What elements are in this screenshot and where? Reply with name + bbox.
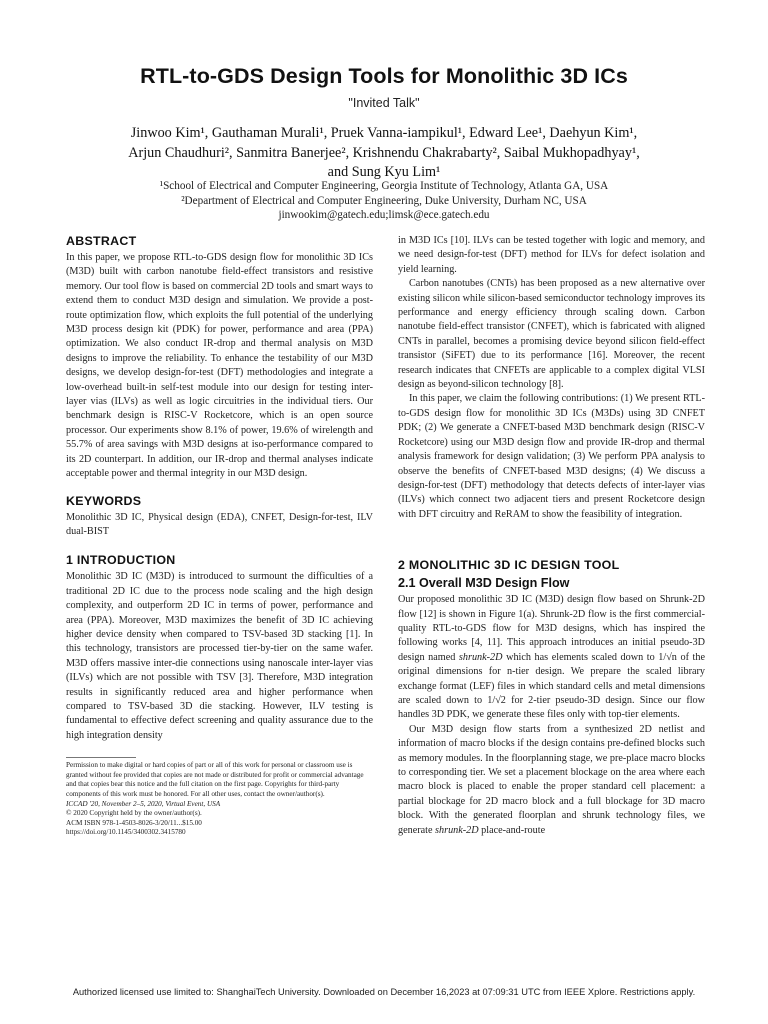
permission-footnote: [66, 757, 373, 838]
introduction-text: Monolithic 3D IC (M3D) is introduced to surmount the difficulties of a traditional 2D IC due to the process node scaling and the high design complexity, and outperform 2D IC in terms of power, performance and area (PPA). Moreover, M3D maximizes the benefit of 3D IC achieving higher device density when compared to TSV-based 3D stacking [1]. In this technology, transistors are processed tier-by-tier on the same wafer. M3D offers massive inter-die connections using nanoscale inter-layer vias (ILVs) which are not possible with TSV [3]. Therefore, M3D integration results in significantly reduced area and higher performance when compared to TSV-based 3D die stacking. However, ILV testing is fundamental to effective defect screening and quality assurance due to the high integration density: [66, 571, 373, 741]
intro-cnt-paragraph: Carbon nanotubes (CNTs) has been proposed as a new alternative over existing silicon while silicon-based semiconductor technology improves its performance and energy efficiency through scaling down. Carbon nanotube field-effect transistor (CNFET), which is fabricated with aligned CNTs in parallel, becomes a promising device beyond silicon field-effect transistor (SiFET) due to its performance [16]. Moreover, the recent research indicates that CNFETs are applicable to a complex digital VLSI design as beyond-silicon technology [8].: [398, 278, 705, 391]
author-list: [80, 124, 688, 183]
keywords-text: Monolithic 3D IC, Physical design (EDA), CNFET, Design-for-test, ILV dual-BIST: [66, 511, 373, 537]
author-line: and Sung Kyu Lim¹: [327, 164, 441, 180]
footnote-rule: [66, 757, 136, 758]
keywords-heading: KEYWORDS: [66, 493, 142, 508]
permission-text: Permission to make digital or hard copies of part or all of this work for personal or classroom use is granted without fee provided that copies are not made or distributed for profit or commercial advantage and that copies bear this notice and the full citation on the first page. Copyrights for third-party components of this work must be honored. For all other uses, contact the owner/author(s).: [66, 761, 364, 798]
affiliation-1: ¹School of Electrical and Computer Engineering, Georgia Institute of Technology, Atlanta GA, USA: [159, 180, 609, 192]
paper-subtitle: "Invited Talk": [348, 96, 420, 110]
conference-venue: ICCAD '20, November 2–5, 2020, Virtual Event, USA: [66, 799, 221, 808]
affiliations: [60, 179, 708, 223]
design-flow-paragraph-2: Our M3D design flow starts from a synthesized 2D netlist and information of macro blocks if the design contains pre-defined blocks such as memory modules. In the floorplanning stage, we pre-place macro blocks to corresponding tier. We set a placement blockage on the area where each macro block is placed to enable the proper standard cell placement: a partial blockage for 2D macro block and a full blockage for 3D macro block. With the generated floorplan and shrunk technology files, we generate shrunk-2D place-and-route: [398, 723, 705, 836]
intro-continuation: in M3D ICs [10]. ILVs can be tested together with logic and memory, and we need design-for-test (DFT) method for ILVs for defect isolation and yield learning.: [398, 235, 705, 275]
intro-contributions: In this paper, we claim the following contributions: (1) We present RTL-to-GDS design flow for monolithic 3D ICs (M3Ds) using 3D CNFET PDK; (2) We generate a CNFET-based M3D benchmark design (RISC-V Rocketcore) using our M3D design flow and provide IR-drop and thermal analysis framework for design validation; (3) We perform PPA analysis to observe the benefits of CNFET-based M3D designs; (4) We discuss a design-for-test (DFT) methodology that detects defects of inter-layer vias (ILVs) which connect two adjacent tiers and present Rocketcore design with DFT circuitry and ReRAM to show the feasibility of integration.: [398, 393, 705, 520]
isbn-line: ACM ISBN 978-1-4503-8026-3/20/11...$15.00: [66, 818, 202, 827]
copyright-notice: © 2020 Copyright held by the owner/author(s).: [66, 809, 202, 818]
doi-link[interactable]: https://doi.org/10.1145/3400302.3415780: [66, 828, 186, 837]
introduction-heading: 1 INTRODUCTION: [66, 553, 176, 568]
design-flow-paragraph-1: Our proposed monolithic 3D IC (M3D) design flow based on Shrunk-2D flow [12] is shown in Figure 1(a). Shrunk-2D flow is the first commercial-quality RTL-to-GDS flow for M3D designs, which has inspired the following works [4, 11]. This approach introduces an initial pseudo-3D design named shrunk-2D which has elements scaled down to 1/√n of the original dimensions for n-tier design. We prepare the scaled library exchange format (LEF) files in which standard cells and metal dimensions are scaled down to 1/√2 for 2-tier pseudo-3D design. Since our flow handles 3D PDK, we generate these files only with top-tier elements.: [398, 594, 705, 721]
right-column: [398, 234, 705, 838]
section2-heading: 2 MONOLITHIC 3D IC DESIGN TOOL: [398, 558, 620, 573]
abstract-heading: ABSTRACT: [66, 234, 137, 248]
abstract-text: In this paper, we propose RTL-to-GDS design flow for monolithic 3D ICs (M3D) built with carbon nanotube field-effect transistors and resistive memory. Our tool flow is based on commercial 2D tools and smart ways to extend them to conduct M3D design and simulation. We provide a post-route optimization flow, which exploits the full potential of the underlying M3D process design kit (PDK) for power, performance and area (PPA) optimization. We also conduct IR-drop and thermal analysis on M3D designs to improve the reliability. To enhance the testability of our M3D designs, we develop design-for-test (DFT) methodologies and integrate a low-overhead built-in self-test module into our design for testing inter-layer vias (ILVs) as well as logic circuitries in the individual tiers. Our benchmark design is RISC-V Rocketcore, which is an open source processor. Our experiments show 8.1% of power, 19.6% of wirelength and 55.7% of area savings with M3D designs at iso-performance compared to its 2D counterpart. In addition, our IR-drop and thermal analyses indicate acceptable power and thermal integrity in our M3D design.: [66, 252, 373, 480]
left-column: [66, 234, 373, 838]
author-line: Jinwoo Kim¹, Gauthaman Murali¹, Pruek Vanna-iampikul¹, Edward Lee¹, Daehyun Kim¹,: [130, 125, 638, 141]
author-line: Arjun Chaudhuri², Sanmitra Banerjee², Krishnendu Chakrabarty², Saibal Mukhopadhyay¹,: [128, 144, 640, 161]
author-emails: jinwookim@gatech.edu;limsk@ece.gatech.edu: [278, 209, 490, 222]
section2-1-heading: 2.1 Overall M3D Design Flow: [398, 576, 570, 591]
affiliation-2: ²Department of Electrical and Computer Engineering, Duke University, Durham NC, USA: [181, 194, 587, 207]
paper-title: RTL-to-GDS Design Tools for Monolithic 3D ICs: [140, 64, 628, 88]
ieee-license-footer: Authorized licensed use limited to: ShanghaiTech University. Downloaded on December 16,2023 at 07:09:31 UTC from IEEE Xplore. Restrictions apply.: [72, 987, 696, 997]
